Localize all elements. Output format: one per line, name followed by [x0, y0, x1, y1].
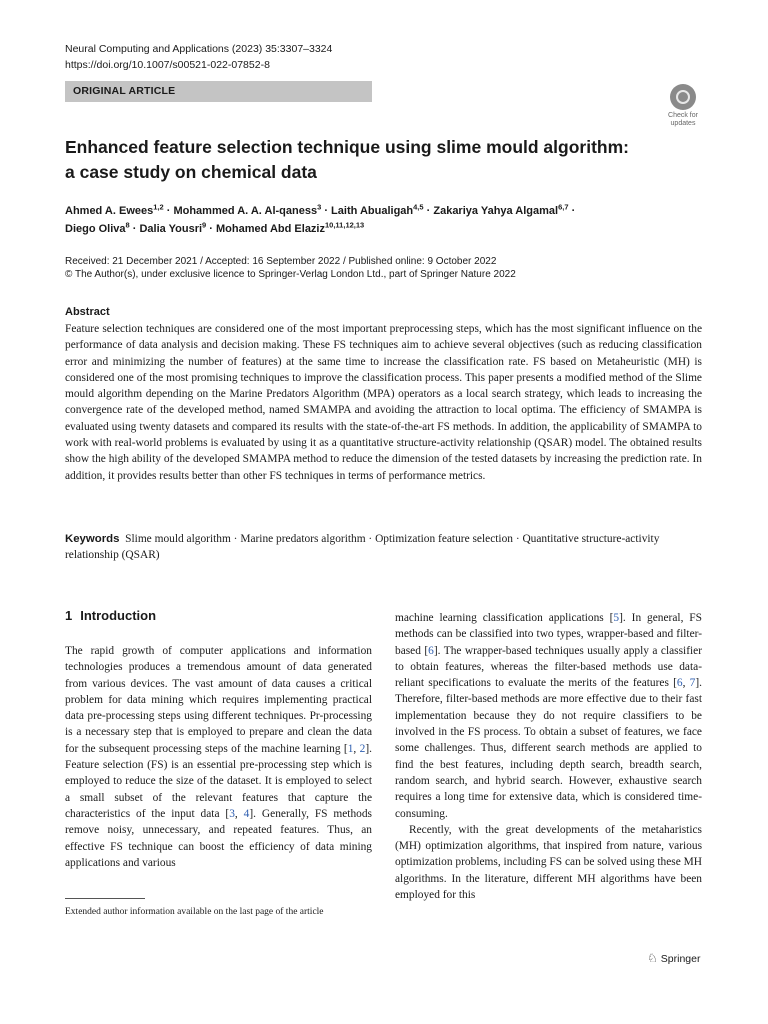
- keywords: [65, 531, 702, 564]
- author-name[interactable]: Ahmed A. Ewees: [65, 205, 154, 217]
- footnote: Extended author information available on the last page of the article: [65, 907, 324, 917]
- publisher-logo: [647, 951, 700, 965]
- badge-label: Check for updates: [668, 112, 698, 127]
- article-title: Enhanced feature selection technique using slime mould algorithm: a case study on chemical data: [65, 137, 629, 182]
- publisher-name: Springer: [660, 953, 701, 965]
- author-affiliation: 10,11,12,13: [325, 220, 365, 230]
- received-dates: Received: 21 December 2021 / Accepted: 16 September 2022 / Published online: 9 October 2022: [65, 256, 497, 267]
- journal-citation: Neural Computing and Applications (2023) 35:3307–3324: [65, 43, 333, 55]
- author-name[interactable]: Mohamed Abd Elaziz: [216, 223, 325, 235]
- author-list: Ahmed A. Ewees$^{1,2}$ · Mohammed A. A. Al-qaness$^3$ · Laith Abualigah$^{4,5}$ · Zakariya Yahya Algamal$^{6,7}$ · Diego Oliva$^8$ · Dalia Yousri$^9$ · Mohamed Abd Elaziz$^{10,11,12,13}$: [65, 202, 576, 235]
- intro-right-column: [395, 610, 702, 903]
- author-affiliation: 6,7: [558, 202, 569, 212]
- citation-link[interactable]: 5: [613, 612, 620, 624]
- footnote-divider: [65, 898, 145, 899]
- citation-link[interactable]: 4: [243, 807, 250, 820]
- copyright-notice: © The Author(s), under exclusive licence to Springer-Verlag London Ltd., part of Springer Nature 2022: [65, 269, 516, 280]
- abstract-text: Feature selection techniques are considered one of the most important preprocessing steps, which has the most significant influence on the performance of data analysis and decision making. These FS techniques aim to achieve several objectives (such as reducing classification error and minimizing the number of features) at the same time to increase the classification rate. FS based on Metaheuristic (MH) is considered one of the most promising techniques to improve the classification process. This paper presents a modified method of the Slime mould algorithm depending on the Marine Predators Algorithm (MPA) operators as a local search strategy, which leads to increasing the convergence rate of the developed method, named SMAMPA and avoiding the attraction to local optima. The efficiency of SMAMPA is evaluated using twenty datasets and compared its results with the state-of-the-art FS methods. In addition, the applicability of SMAMPA to work with real-world problems is evaluated by using it as a quantitative structure-activity relationship (QSAR) model. The obtained results show the high ability of the developed SMAMPA method to reduce the dimension of the tested datasets by increasing the prediction rate. In addition, it provides results better than other FS techniques in terms of performance metrics.: [65, 323, 702, 482]
- publication-dates: [65, 255, 705, 281]
- article-type-banner: ORIGINAL ARTICLE: [65, 81, 372, 102]
- intro-left-column: [65, 643, 372, 871]
- citation-link[interactable]: 3: [229, 807, 235, 820]
- springer-horse-icon: ♘: [647, 951, 658, 965]
- author-affiliation: 1,2: [153, 202, 164, 212]
- journal-header: [65, 41, 332, 73]
- author-name[interactable]: Laith Abualigah: [331, 205, 414, 217]
- keywords-text: Slime mould algorithm · Marine predators algorithm · Optimization feature selection · Quantitative structure-activity relationship (QSAR): [65, 533, 660, 562]
- author-name[interactable]: Zakariya Yahya Algamal: [433, 205, 559, 217]
- abstract-heading: Abstract: [65, 306, 110, 318]
- intro-paragraph: The rapid growth of computer applications and information technologies produces a tremendous amount of data generated from various devices. The vast amount of data causes a critical problem for data mining which requires implementing practical data pre-processing steps using different techniques. Pr-processing is a necessary step that is employed to prepare and clean the data for the subsequent processing steps of the machine learning [1, 2]. Feature selection (FS) is an essential pre-processing step which is employed to reduce the size of the dataset. It is employed to select a small subset of the relevant features that capture the characteristics of the input data [3, 4]. Generally, FS methods remove noisy, unnecessary, and repeated features. Thus, an effective FS technique can boost the efficiency of data mining applications and various: [65, 645, 372, 869]
- author-affiliation: 3: [317, 202, 322, 212]
- citation-link[interactable]: 6: [428, 644, 434, 657]
- author-name[interactable]: Diego Oliva: [65, 223, 126, 235]
- author-affiliation: 9: [202, 220, 207, 230]
- author-affiliation: 4,5: [413, 202, 424, 212]
- doi-link[interactable]: https://doi.org/10.1007/s00521-022-07852-8: [65, 59, 270, 71]
- citation-link[interactable]: 7: [689, 677, 696, 690]
- citation-link[interactable]: 6: [676, 677, 683, 690]
- section-heading: [65, 608, 156, 623]
- check-for-updates-icon: [670, 84, 696, 110]
- section-number: 1: [65, 608, 73, 623]
- author-name[interactable]: Mohammed A. A. Al-qaness: [173, 205, 318, 217]
- citation-link[interactable]: 1: [347, 742, 354, 755]
- section-title: Introduction: [80, 608, 157, 623]
- intro-paragraph: Recently, with the great developments of the metaharistics (MH) optimization algorithms, that inspired from nature, various optimization problems, including FS can be solved using these MH algorithms. In the literature, different MH algorithms have been employed for this: [395, 823, 702, 902]
- intro-paragraph: machine learning classification applications [5]. In general, FS methods can be classified into two types, wrapper-based and filter-based [6]. The wrapper-based techniques usually apply a classifier to obtain features, whereas the filter-based methods use data-reliant specifications to evaluate the merits of the features [6, 7]. Therefore, filter-based methods are more effective due to their fast implementation because they do not require classifiers to be involved in the FS process. To obtain a subset of features, we face some challenges. Thus, different search methods are applied to find the best features, including depth search, breadth search, random search, and hybrid search. However, exhaustive search requires a long time for extensive data, which is considered time-consuming.: [395, 612, 702, 820]
- author-affiliation: 8: [125, 220, 130, 230]
- author-name[interactable]: Dalia Yousri: [139, 223, 203, 235]
- citation-link[interactable]: 2: [359, 742, 366, 755]
- keywords-label: Keywords: [65, 533, 120, 545]
- check-for-updates-badge[interactable]: [665, 84, 701, 128]
